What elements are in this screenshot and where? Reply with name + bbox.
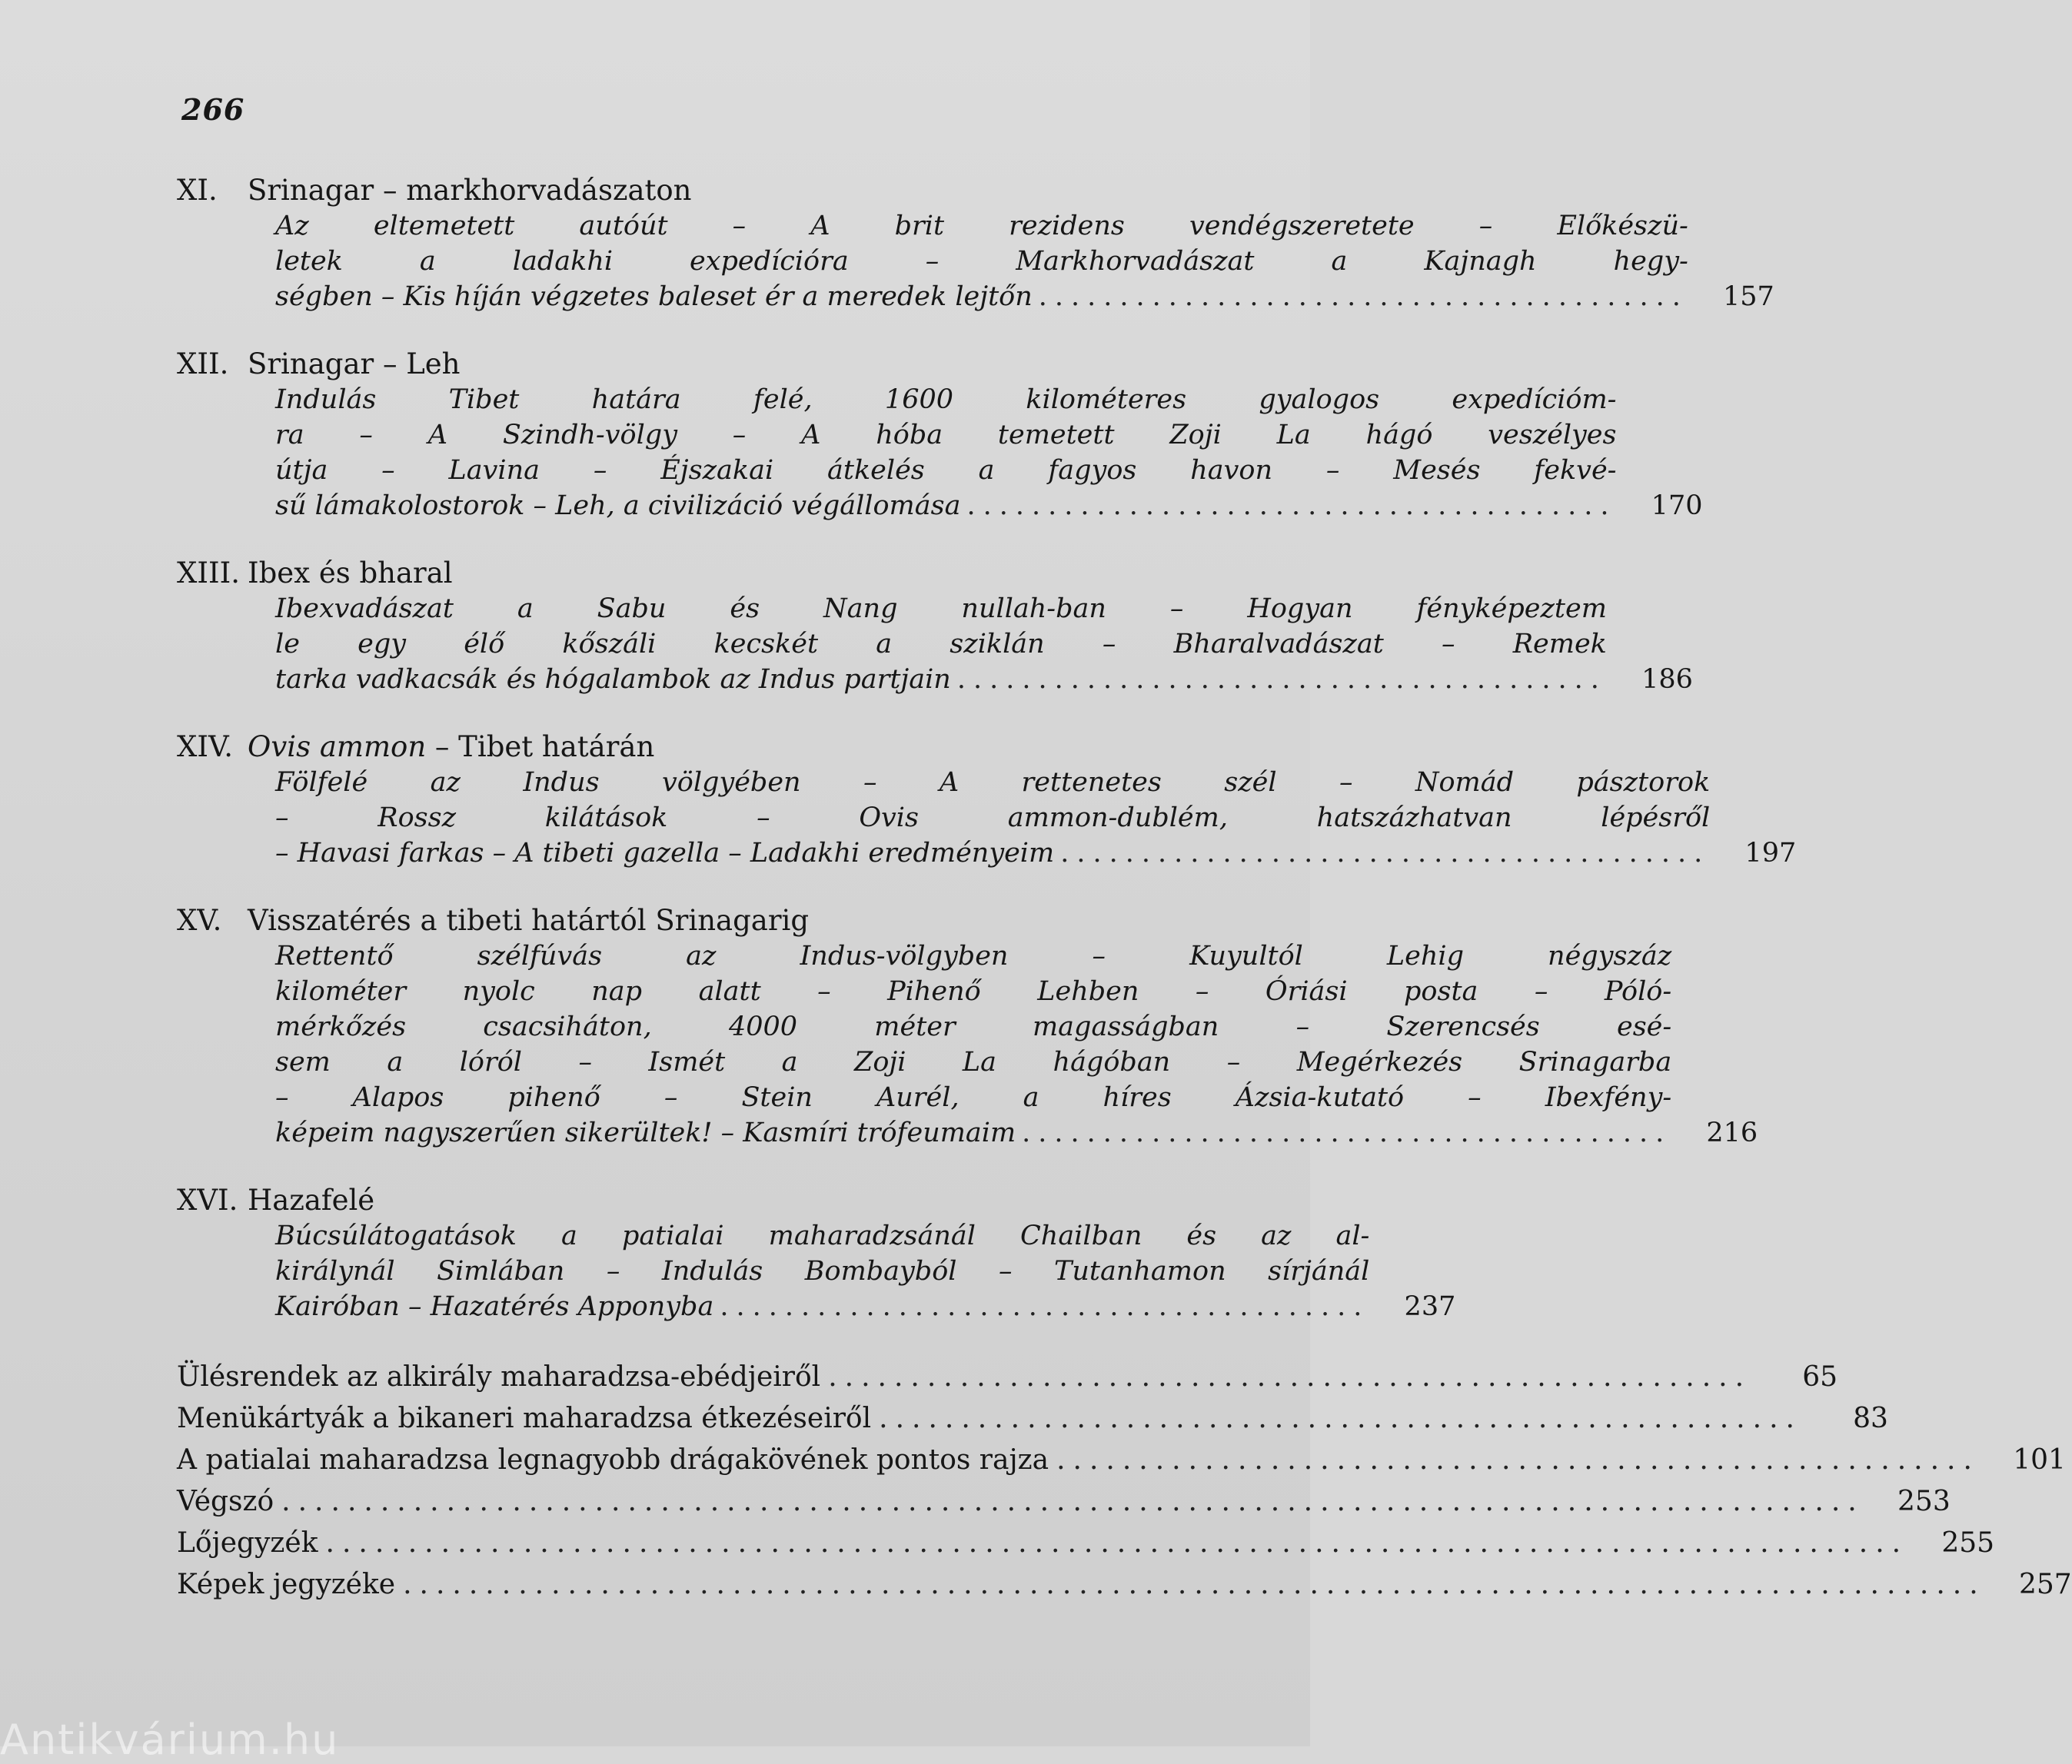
summary-line: Fölfelé az Indus völgyében – A rettenetes szél – Nomád pásztorok [275,767,1711,798]
summary-line-text: ségben – Kis híján végzetes baleset ér a meredek lejtőn [275,281,1033,312]
appendix-label: Menükártyák a bikaneri maharadzsa étkezéseiről [177,1403,872,1434]
chapter-summary [275,382,1616,523]
chapter-summary-block [275,938,1758,1151]
chapter-page-ref: 186 [1641,664,1693,695]
appendix-label: A patialai maharadzsa legnagyobb drágakövének pontos rajza [177,1444,1049,1476]
chapter-heading [177,729,1230,765]
toc-chapter [177,903,1758,1151]
toc-chapter [177,173,1774,314]
summary-line: – Rossz kilátások – Ovis ammon-dublém, hatszázhatvan lépésről [275,802,1711,833]
page-number: 266 [181,92,245,127]
chapter-heading [177,347,1230,382]
appendix-label: Képek jegyzéke [177,1569,396,1600]
toc-chapter [177,556,1693,697]
chapter-number: XI. [177,174,218,207]
appendix-page-ref: 257 [2018,1569,2072,1600]
summary-line-last [275,1115,1671,1151]
dot-leader: ................................................................................................ [325,1527,1909,1559]
chapter-title: Ibex és bharal [248,556,453,590]
summary-line-last [275,662,1607,697]
appendix-page-ref: 83 [1853,1403,1888,1434]
appendix-page-ref: 65 [1802,1361,1838,1393]
chapter-heading [177,173,1230,208]
appendix-list [177,1357,2072,1606]
summary-line: – Alapos pihenő – Stein Aurél, a híres Ázsia-kutató – Ibexfény- [275,1082,1672,1113]
chapter-heading [177,1183,1230,1218]
dot-leader: ........................................ [966,490,1617,521]
chapter-number: XV. [177,904,222,937]
summary-line: Indulás Tibet határa felé, 1600 kilométeres gyalogos expedícióm- [275,384,1617,415]
chapter-number: XIII. [177,556,240,590]
appendix-label: Végszó [177,1486,274,1517]
dot-leader: ........................................ [720,1291,1370,1322]
chapter-heading [177,903,1230,938]
appendix-page-ref: 255 [1941,1527,1995,1559]
summary-line: Búcsúlátogatások a patialai maharadzsánál Chailban és az al- [275,1221,1370,1251]
summary-line: Az eltemetett autóút – A brit rezidens vendégszeretete – Előkészü- [275,211,1688,241]
chapter-title: Srinagar – markhorvadászaton [248,174,692,207]
chapter-summary [275,591,1607,697]
dot-leader: ........................................ [1022,1118,1672,1148]
summary-line: Rettentő szélfúvás az Indus-völgyben – Kuyultól Lehig négyszáz [275,941,1672,972]
summary-line: le egy élő kőszáli kecskét a sziklán – Bharalvadászat – Remek [275,629,1607,659]
chapter-title [248,729,654,765]
dot-leader: ........................................................ [879,1403,1802,1434]
appendix-item [177,1440,2066,1481]
table-of-contents [177,173,2072,1606]
chapter-number: XVI. [177,1184,238,1217]
summary-line-last [275,488,1616,523]
chapter-page-ref: 157 [1723,281,1774,312]
dot-leader: ........................................................ [1056,1444,1980,1476]
dot-leader: ................................................................................................ [403,1569,1986,1600]
dot-leader: ........................................ [1060,838,1711,869]
summary-line-last [275,279,1688,314]
dot-leader: ........................................................ [828,1361,1752,1393]
summary-line-text: Kairóban – Hazatérés Apponyba [275,1291,714,1322]
chapter-summary [275,208,1688,314]
summary-line: kilométer nyolc nap alatt – Pihenő Lehben – Óriási posta – Póló- [275,976,1672,1007]
summary-line-text: – Havasi farkas – A tibeti gazella – Ladakhi eredményeim [275,838,1055,869]
dot-leader: ........................................ [956,664,1607,695]
chapter-summary-block [275,382,1703,523]
chapter-number: XIV. [177,730,233,763]
summary-line-text: sű lámakolostorok – Leh, a civilizáció végállomása [275,490,961,521]
chapter-page-ref: 237 [1404,1291,1456,1322]
summary-line-text: képeim nagyszerűen sikerültek! – Kasmíri trófeumaim [275,1118,1016,1148]
chapter-page-ref: 216 [1706,1118,1758,1148]
chapter-summary-block [275,765,1797,871]
chapter-summary [275,938,1671,1151]
appendix-item [177,1398,1888,1440]
chapter-title: Visszatérés a tibeti határtól Srinagarig [248,904,810,937]
watermark: Antikvárium.hu [0,1716,340,1764]
appendix-item [177,1481,1951,1523]
appendix-item [177,1564,2072,1606]
chapter-summary-block [275,208,1774,314]
toc-chapter [177,347,1703,523]
chapter-title: Srinagar – Leh [248,347,461,380]
appendix-page-ref: 101 [2013,1444,2066,1476]
chapter-page-ref: 170 [1651,490,1703,521]
summary-line-last [275,835,1710,871]
summary-line: mérkőzés csacsiháton, 4000 méter magasságban – Szerencsés esé- [275,1012,1672,1042]
chapter-summary-block [275,591,1693,697]
chapter-summary [275,765,1710,871]
chapter-number: XII. [177,347,229,380]
summary-line: királynál Simlában – Indulás Bombayból – Tutanhamon sírjánál [275,1256,1370,1287]
summary-line: Ibexvadászat a Sabu és Nang nullah-ban – Hogyan fényképeztem [275,593,1607,624]
chapter-summary-block [275,1218,1456,1324]
appendix-label: Ülésrendek az alkirály maharadzsa-ebédjeiről [177,1361,821,1393]
chapter-page-ref: 197 [1744,838,1797,869]
chapter-title: Hazafelé [248,1184,375,1217]
summary-line: letek a ladakhi expedícióra – Markhorvadászat a Kajnagh hegy- [275,246,1688,277]
summary-line: ra – A Szindh-völgy – A hóba temetett Zoji La hágó veszélyes [275,420,1617,450]
dot-leader: ................................................................................................ [281,1486,1864,1517]
summary-line-last [275,1289,1369,1324]
dot-leader: ........................................ [1038,281,1688,312]
chapter-summary [275,1218,1369,1324]
chapter-title-rest: – Tibet határán [426,730,655,763]
chapter-title-italic: Ovis ammon [248,730,427,763]
summary-line: útja – Lavina – Éjszakai átkelés a fagyos havon – Mesés fekvé- [275,455,1617,486]
appendix-label: Lőjegyzék [177,1527,318,1559]
appendix-item [177,1357,1838,1398]
toc-chapter [177,729,1797,871]
appendix-item [177,1523,1995,1564]
summary-line: sem a lóról – Ismét a Zoji La hágóban – Megérkezés Srinagarba [275,1047,1672,1078]
toc-chapter [177,1183,1456,1324]
chapter-heading [177,556,1230,591]
appendix-page-ref: 253 [1897,1486,1951,1517]
summary-line-text: tarka vadkacsák és hógalambok az Indus partjain [275,664,951,695]
